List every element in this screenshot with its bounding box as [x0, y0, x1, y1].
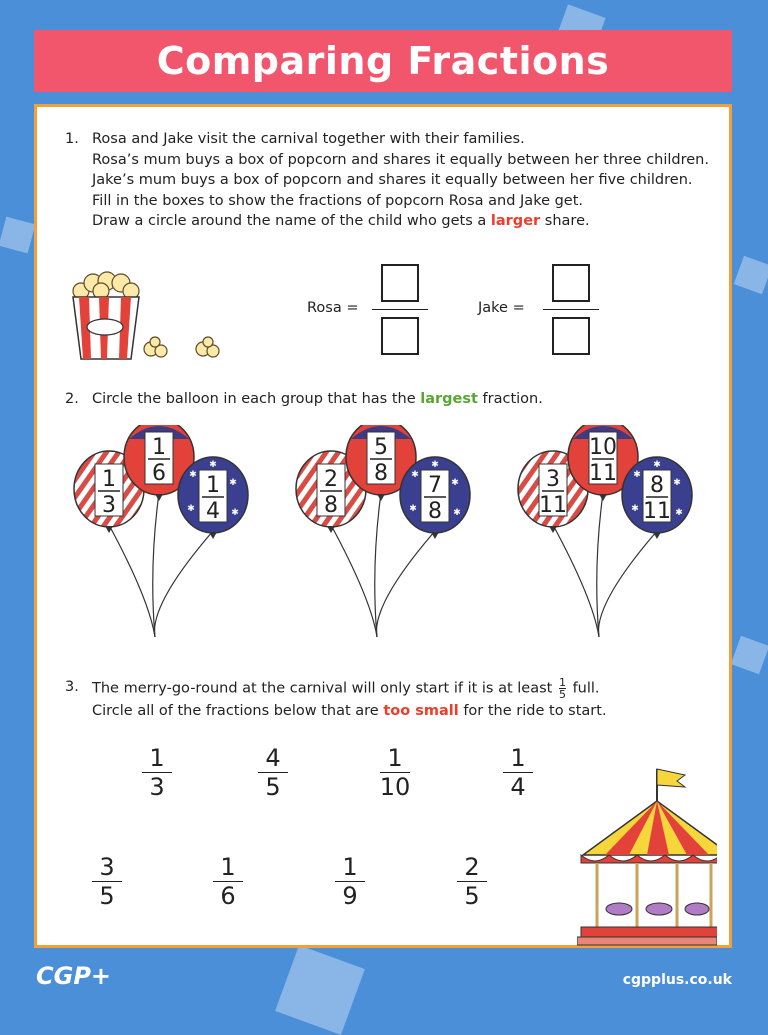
carousel-illustration [577, 767, 717, 947]
balloon-group [74, 425, 248, 637]
q3-text: for the ride to start. [463, 703, 607, 719]
balloon-numerator: 10 [589, 435, 617, 460]
q1-line: Fill in the boxes to show the fractions of popcorn Rosa and Jake get. [92, 192, 584, 209]
question-number: 3. [65, 679, 79, 695]
svg-text:✱: ✱ [431, 460, 439, 470]
q3-text: The merry-go-round at the carnival will only start if it is at least [92, 680, 553, 697]
denominator: 9 [342, 882, 358, 910]
balloon-denominator: 6 [152, 461, 166, 486]
inline-fraction-numerator: 1 [558, 676, 566, 689]
balloon-numerator: 2 [324, 467, 338, 492]
balloon-denominator: 8 [374, 461, 388, 486]
numerator: 4 [265, 744, 281, 772]
worksheet [34, 104, 732, 948]
svg-text:✱: ✱ [675, 508, 683, 518]
q3-fraction[interactable] [132, 745, 182, 800]
svg-text:✱: ✱ [453, 508, 461, 518]
q3-line [92, 701, 732, 722]
q1-line: Jake’s mum buys a box of popcorn and shares it equally between her five children. [92, 172, 693, 188]
q3-fraction[interactable] [447, 854, 497, 909]
q3-fraction[interactable] [248, 745, 298, 800]
q2-highlight: largest [420, 391, 478, 407]
inline-fraction-denominator: 5 [558, 688, 566, 701]
jake-denominator-box[interactable] [552, 317, 590, 355]
jake-label: Jake = [478, 300, 525, 316]
numerator: 1 [510, 744, 526, 772]
rosa-denominator-box[interactable] [381, 317, 419, 355]
denominator: 6 [220, 882, 236, 910]
q1-text: share. [544, 213, 590, 229]
balloon[interactable] [178, 457, 248, 539]
numerator: 1 [149, 744, 165, 772]
balloon-numerator: 3 [546, 467, 560, 492]
q1-text: Draw a circle around the name of the child who gets a [92, 213, 487, 229]
q2-text: fraction. [482, 391, 543, 407]
balloon-numerator: 5 [374, 435, 388, 460]
svg-text:✱: ✱ [209, 460, 217, 470]
numerator: 1 [387, 744, 403, 772]
balloon-groups [37, 425, 729, 645]
q2-text: Circle the balloon in each group that has the [92, 391, 416, 407]
q3-fraction[interactable] [203, 854, 253, 909]
svg-text:✱: ✱ [631, 504, 639, 514]
balloon-denominator: 11 [589, 461, 617, 486]
bg-square [734, 256, 768, 294]
balloon-denominator: 3 [102, 493, 116, 518]
numerator: 1 [342, 853, 358, 881]
svg-text:✱: ✱ [653, 460, 661, 470]
question-number: 1. [65, 131, 79, 147]
q3-fraction[interactable] [370, 745, 420, 800]
website-url[interactable]: cgpplus.co.uk [622, 972, 732, 988]
bg-square [731, 636, 768, 674]
numerator: 2 [464, 853, 480, 881]
svg-text:✱: ✱ [673, 478, 681, 488]
page-title: Comparing Fractions [156, 39, 610, 83]
rosa-numerator-box[interactable] [381, 264, 419, 302]
denominator: 10 [379, 773, 411, 801]
svg-text:✱: ✱ [451, 478, 459, 488]
q1-highlight: larger [490, 213, 541, 229]
inline-fraction [559, 677, 566, 700]
balloon-group [296, 425, 470, 637]
svg-text:✱: ✱ [231, 508, 239, 518]
svg-text:✱: ✱ [633, 470, 641, 480]
question-number: 2. [65, 391, 79, 407]
balloon-numerator: 1 [102, 467, 116, 492]
q1-line: Rosa’s mum buys a box of popcorn and shares it equally between her three children. [92, 151, 709, 168]
popcorn-illustration [63, 271, 233, 363]
balloon-denominator: 11 [539, 493, 567, 518]
jake-numerator-box[interactable] [552, 264, 590, 302]
svg-text:✱: ✱ [229, 478, 237, 488]
balloon-denominator: 11 [643, 499, 671, 524]
bg-square [275, 945, 365, 1035]
denominator: 5 [464, 882, 480, 910]
balloon-group [518, 425, 692, 637]
balloon[interactable] [400, 457, 470, 539]
cgp-logo: CGP+ [36, 962, 112, 990]
fraction-bar [372, 309, 428, 310]
balloon-denominator: 4 [206, 499, 220, 524]
denominator: 3 [149, 773, 165, 801]
q3-line [92, 677, 732, 700]
svg-text:✱: ✱ [187, 504, 195, 514]
q3-fraction[interactable] [325, 854, 375, 909]
q3-text: full. [572, 680, 600, 697]
bg-square [0, 217, 35, 254]
rosa-label: Rosa = [307, 300, 359, 316]
svg-text:✱: ✱ [409, 504, 417, 514]
numerator: 3 [99, 853, 115, 881]
balloon[interactable] [622, 457, 692, 539]
balloon-numerator: 8 [650, 473, 664, 498]
numerator: 1 [220, 853, 236, 881]
title-banner [34, 30, 732, 92]
denominator: 5 [99, 882, 115, 910]
q1-line: Rosa and Jake visit the carnival together with their families. [92, 131, 525, 147]
balloon-numerator: 1 [206, 473, 220, 498]
denominator: 5 [265, 773, 281, 801]
fraction-bar [543, 309, 599, 310]
balloon-denominator: 8 [324, 493, 338, 518]
balloon-numerator: 7 [428, 473, 442, 498]
balloon-numerator: 1 [152, 435, 166, 460]
q3-fraction[interactable] [82, 854, 132, 909]
q1-line [92, 211, 732, 232]
q3-highlight: too small [383, 703, 459, 719]
denominator: 4 [510, 773, 526, 801]
q3-text: Circle all of the fractions below that are [92, 703, 379, 719]
svg-text:✱: ✱ [411, 470, 419, 480]
balloon-denominator: 8 [428, 499, 442, 524]
q3-fraction[interactable] [493, 745, 543, 800]
svg-text:✱: ✱ [189, 470, 197, 480]
